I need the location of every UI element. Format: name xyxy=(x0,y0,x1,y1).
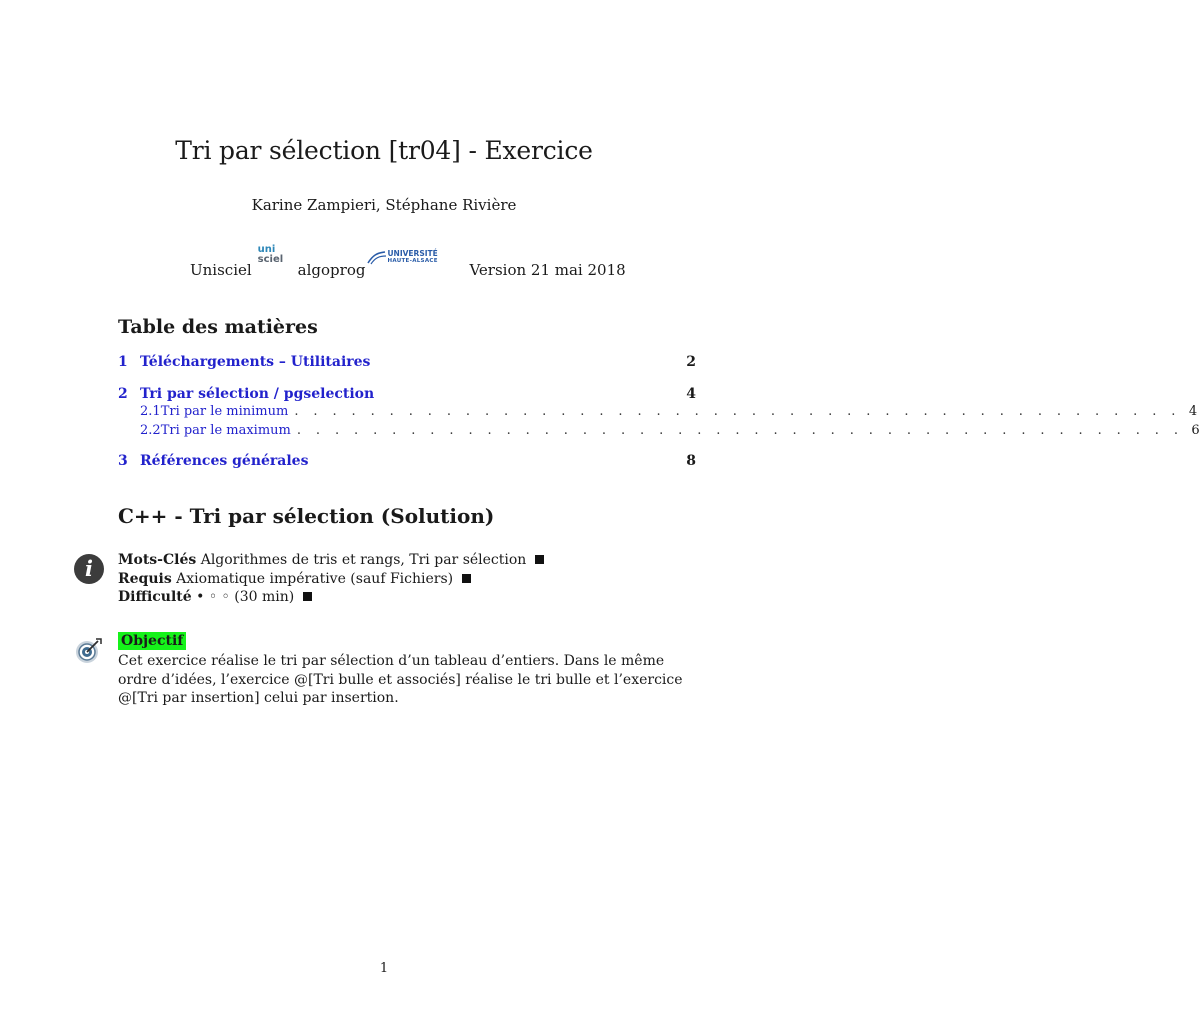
toc-leader-dots: . . . . . . . . . . . . . . . . . . . . . . . . . . . . . . . . . . . . . . . . . . . . . . . xyxy=(294,404,1181,419)
toc-entry-tri-par-selection[interactable] xyxy=(118,386,696,402)
toc-entry-references[interactable] xyxy=(118,453,696,469)
toc-leader-dots: . . . . . . . . . . . . . . . . . . . . . . . . . . . . . . . . . . . . . . . . . . . . . . . xyxy=(296,423,1184,438)
uha-logo xyxy=(367,247,459,269)
end-square-icon xyxy=(462,574,471,583)
toc-entry-tri-minimum[interactable] xyxy=(118,404,1198,419)
toc-entry-title[interactable]: Tri par le minimum xyxy=(160,404,289,419)
difficulte-label: Difficulté xyxy=(118,589,192,605)
difficulte-line xyxy=(118,588,544,607)
unisciel-logo-line2: sciel xyxy=(257,254,284,265)
toc-entry-page[interactable]: 4 xyxy=(686,386,696,402)
toc-entry-page[interactable]: 6 xyxy=(1191,423,1200,438)
authors: Karine Zampieri, Stéphane Rivière xyxy=(251,196,517,214)
meta-row xyxy=(190,244,626,279)
toc-entry-title[interactable]: Références générales xyxy=(140,453,309,469)
toc-entry-page[interactable]: 2 xyxy=(686,354,696,370)
algoprog-label: algoprog xyxy=(297,261,366,279)
toc-entry-page[interactable]: 4 xyxy=(1188,404,1198,419)
toc-entry-title[interactable]: Tri par le maximum xyxy=(160,423,291,438)
end-square-icon xyxy=(535,555,544,564)
objectif-label: Objectif xyxy=(118,632,186,650)
uha-swoosh-icon xyxy=(367,251,387,265)
toc-entry-number: 3 xyxy=(118,453,128,469)
requis-value: Axiomatique impérative (sauf Fichiers) xyxy=(176,570,454,587)
toc-heading: Table des matières xyxy=(118,316,318,338)
unisciel-logo xyxy=(254,245,292,271)
toc-entry-number: 2.2 xyxy=(140,423,161,438)
toc-entry-page[interactable]: 8 xyxy=(686,453,696,469)
toc-entry-title[interactable]: Téléchargements – Utilitaires xyxy=(140,354,371,370)
keywords-block xyxy=(118,551,544,607)
toc-entry-number: 2.1 xyxy=(140,404,161,419)
end-square-icon xyxy=(303,592,312,601)
version-label: Version 21 mai 2018 xyxy=(469,261,626,279)
difficulte-value: • ◦ ◦ (30 min) xyxy=(196,589,295,605)
toc-entry-title[interactable]: Tri par sélection / pgselection xyxy=(140,386,375,402)
uha-logo-line1: UNIVERSITÉ xyxy=(387,249,438,258)
toc-entry-number: 2 xyxy=(118,386,128,402)
toc-entry-tri-maximum[interactable] xyxy=(118,423,1200,438)
toc-entry-number: 1 xyxy=(118,354,128,370)
requis-label: Requis xyxy=(118,570,172,587)
toc-entry-telechargements[interactable] xyxy=(118,354,696,370)
section-heading: C++ - Tri par sélection (Solution) xyxy=(118,504,495,528)
unisciel-logo-line1: uni xyxy=(257,244,276,255)
target-icon xyxy=(75,637,103,665)
uha-logo-line2: HAUTE-ALSACE xyxy=(387,258,438,264)
mots-cles-value: Algorithmes de tris et rangs, Tri par sélection xyxy=(200,552,527,568)
page-number: 1 xyxy=(379,961,389,976)
mots-cles-label: Mots-Clés xyxy=(118,552,197,568)
unisciel-label: Unisciel xyxy=(190,261,252,279)
info-icon: i xyxy=(74,554,104,584)
requis-line xyxy=(118,570,544,589)
keywords-line xyxy=(118,551,544,570)
objectif-text: Cet exercice réalise le tri par sélection d’un tableau d’entiers. Dans le même ordre d’idées, l’exercice @[Tri bulle et associés] réalise le tri bulle et l’exercice @[Tri par insertion] celui par insertion. xyxy=(118,653,683,706)
document-title: Tri par sélection [tr04] - Exercice xyxy=(175,136,593,165)
